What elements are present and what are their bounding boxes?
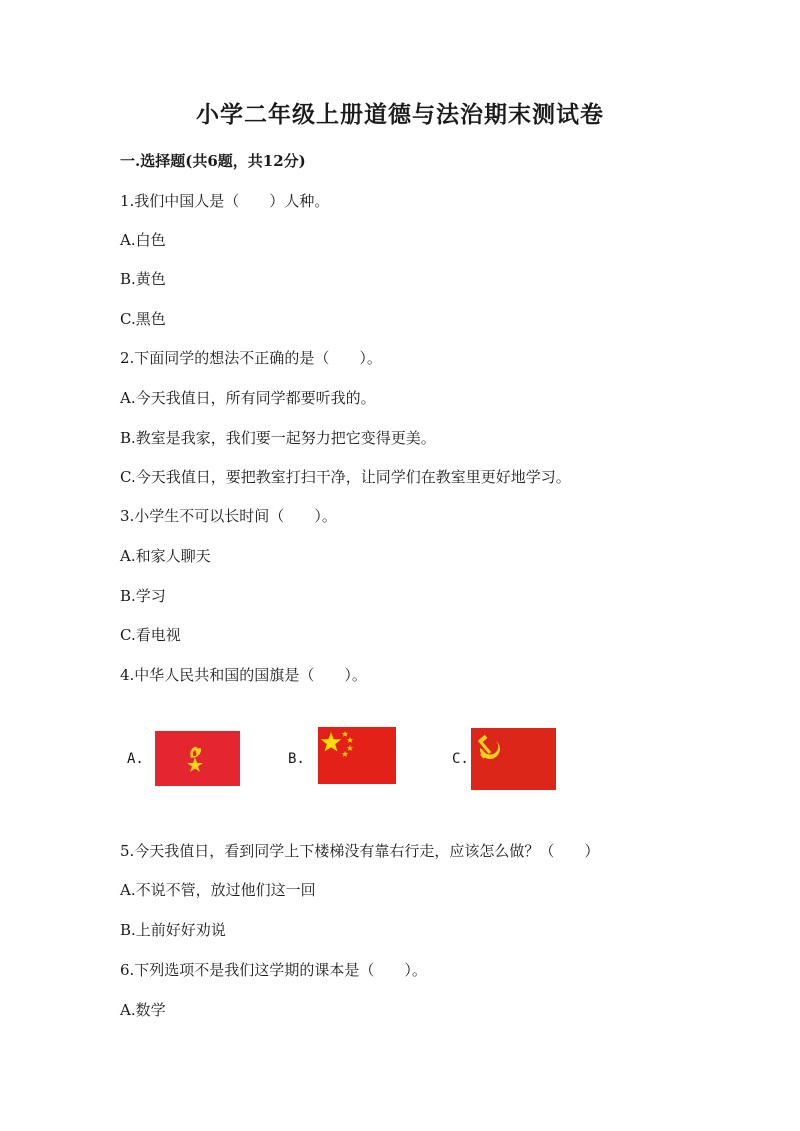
page-title: 小学二年级上册道德与法治期末测试卷 <box>196 101 604 128</box>
five-star-red-flag-image <box>318 727 396 784</box>
question-6-stem: 6.下列选项不是我们这学期的课本是（ ）。 <box>120 961 427 979</box>
question-1-option-a: A.白色 <box>120 231 166 249</box>
question-4-option-c-label: C. <box>452 751 469 767</box>
young-pioneers-flag-image <box>155 731 240 786</box>
question-4-option-b-label: B. <box>288 751 305 767</box>
question-1-stem: 1.我们中国人是（ ）人种。 <box>120 192 330 210</box>
question-2-option-b: B.教室是我家，我们要一起努力把它变得更美。 <box>120 429 436 447</box>
question-1-option-b: B.黄色 <box>120 270 166 288</box>
question-3-option-b: B.学习 <box>120 587 166 605</box>
question-4-stem: 4.中华人民共和国的国旗是（ ）。 <box>120 666 367 684</box>
communist-party-flag-image <box>471 728 556 790</box>
question-5-stem: 5.今天我值日，看到同学上下楼梯没有靠右行走，应该怎么做？（ ） <box>120 842 600 860</box>
question-4-option-a-label: A. <box>127 751 144 767</box>
question-3-option-c: C.看电视 <box>120 626 181 644</box>
question-3-option-a: A.和家人聊天 <box>120 547 211 565</box>
question-5-option-a: A.不说不管，放过他们这一回 <box>120 881 316 899</box>
question-3-stem: 3.小学生不可以长时间（ ）。 <box>120 507 337 525</box>
section-heading: 一.选择题(共6题，共12分) <box>120 152 306 170</box>
question-2-option-c: C.今天我值日，要把教室打扫干净，让同学们在教室里更好地学习。 <box>120 468 571 486</box>
question-6-option-a: A.数学 <box>120 1001 166 1019</box>
question-5-option-b: B.上前好好劝说 <box>120 921 226 939</box>
question-1-option-c: C.黑色 <box>120 310 166 328</box>
question-2-option-a: A.今天我值日，所有同学都要听我的。 <box>120 389 376 407</box>
question-2-stem: 2.下面同学的想法不正确的是（ ）。 <box>120 349 382 367</box>
